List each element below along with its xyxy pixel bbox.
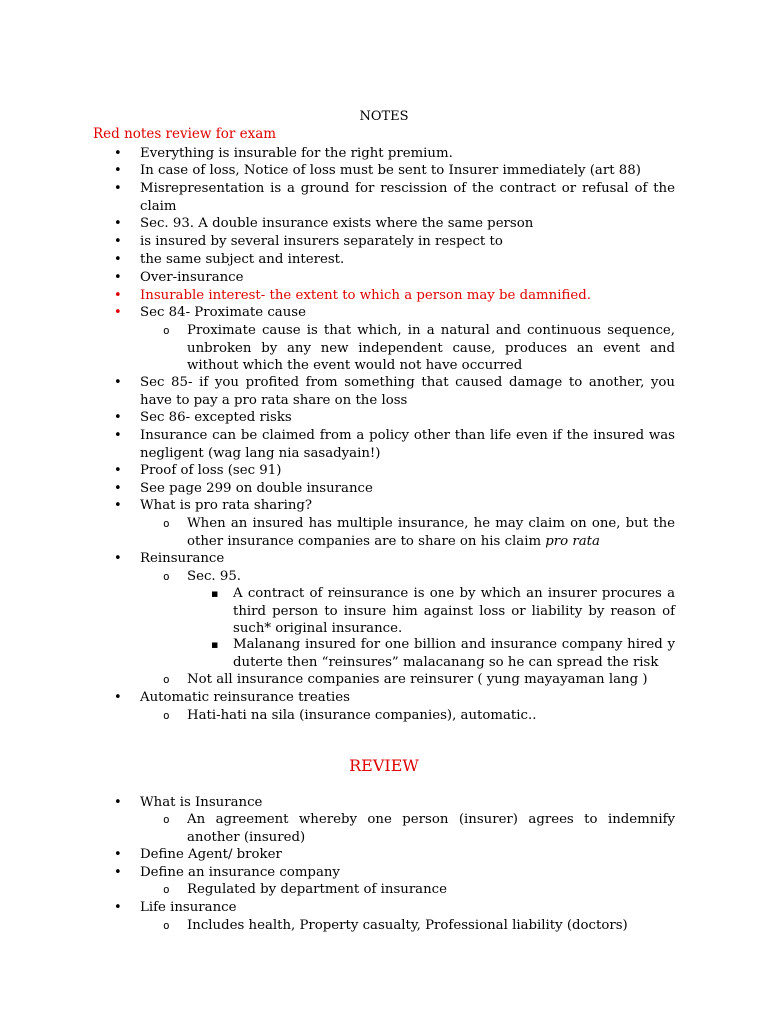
review-item: Define an insurance company (140, 865, 340, 880)
note-subsubitem: A contract of reinsurance is one by which an insurer procures a third person to insure him against loss or liability by reason of such* original insurance. (233, 586, 675, 636)
bullet-icon (114, 689, 122, 707)
note-subsubitem: Malanang insured for one billion and insurance company hired y duterte then “reinsures” malacanang so he can spread the risk (233, 637, 675, 670)
bullet-icon (114, 550, 122, 568)
review-item: Define Agent/ broker (140, 847, 282, 862)
square-bullet-icon (211, 636, 218, 654)
note-subitem: Sec. 95. (187, 569, 242, 584)
circle-bullet-icon (163, 707, 170, 725)
review-subitem: Regulated by department of insurance (187, 882, 447, 897)
bullet-icon (114, 180, 122, 198)
bullet-icon (114, 269, 122, 287)
circle-bullet-icon (163, 881, 170, 899)
circle-bullet-icon (163, 671, 170, 689)
bullet-icon (114, 162, 122, 180)
red-subheading: Red notes review for exam (93, 126, 277, 142)
review-subitem: Includes health, Property casualty, Professional liability (doctors) (187, 918, 628, 933)
note-item: In case of loss, Notice of loss must be sent to Insurer immediately (art 88) (140, 163, 641, 178)
note-item: Misrepresentation is a ground for rescission of the contract or refusal of the claim (140, 181, 675, 214)
circle-bullet-icon (163, 811, 170, 829)
bullet-icon (114, 145, 122, 163)
bullet-icon (114, 374, 122, 392)
bullet-icon (114, 794, 122, 812)
note-item: Everything is insurable for the right premium. (140, 146, 453, 161)
review-subitem: An agreement whereby one person (insurer) agrees to indemnify another (insured) (187, 812, 675, 845)
note-subitem: Hati-hati na sila (insurance companies), automatic.. (187, 708, 537, 723)
square-bullet-icon (211, 585, 218, 603)
bullet-icon (114, 409, 122, 427)
bullet-icon (114, 864, 122, 882)
note-subitem (187, 515, 675, 550)
circle-bullet-icon (163, 917, 170, 935)
note-item: Automatic reinsurance treaties (140, 690, 350, 705)
note-item: Insurance can be claimed from a policy other than life even if the insured was negligent (wag lang nia sasadyain!) (140, 428, 675, 461)
bullet-icon (114, 251, 122, 269)
page-title: NOTES (359, 109, 409, 124)
note-subitem-text: When an insured has multiple insurance, he may claim on one, but the other insurance companies are to share on his claim (187, 516, 675, 549)
review-heading: REVIEW (349, 756, 419, 775)
note-item: is insured by several insurers separately in respect to (140, 234, 503, 249)
circle-bullet-icon (163, 515, 170, 533)
bullet-icon (114, 480, 122, 498)
bullet-icon (114, 427, 122, 445)
note-item: What is pro rata sharing? (140, 498, 313, 513)
bullet-icon (114, 304, 122, 322)
review-item: What is Insurance (140, 795, 263, 810)
note-item: Reinsurance (140, 551, 225, 566)
note-item: Proof of loss (sec 91) (140, 463, 282, 478)
note-item-highlighted: Insurable interest- the extent to which a person may be damnified. (140, 288, 591, 303)
note-subitem: Not all insurance companies are reinsurer ( yung mayayaman lang ) (187, 672, 648, 687)
bullet-icon (114, 287, 122, 305)
note-item: Sec. 93. A double insurance exists where the same person (140, 216, 534, 231)
circle-bullet-icon (163, 322, 170, 340)
note-item: Over-insurance (140, 270, 244, 285)
note-item: the same subject and interest. (140, 252, 345, 267)
bullet-icon (114, 497, 122, 515)
italic-term: pro rata (545, 533, 600, 549)
note-item: Sec 85- if you profited from something that caused damage to another, you have to pay a pro rata share on the loss (140, 375, 675, 408)
review-item: Life insurance (140, 900, 237, 915)
bullet-icon (114, 233, 122, 251)
note-item: See page 299 on double insurance (140, 481, 373, 496)
bullet-icon (114, 846, 122, 864)
bullet-icon (114, 899, 122, 917)
note-item: Sec 86- excepted risks (140, 410, 292, 425)
circle-bullet-icon (163, 568, 170, 586)
note-subitem: Proximate cause is that which, in a natural and continuous sequence, unbroken by any new independent cause, produces an event and without which the event would not have occurred (187, 323, 675, 373)
note-item: Sec 84- Proximate cause (140, 305, 306, 320)
bullet-icon (114, 215, 122, 233)
bullet-icon (114, 462, 122, 480)
